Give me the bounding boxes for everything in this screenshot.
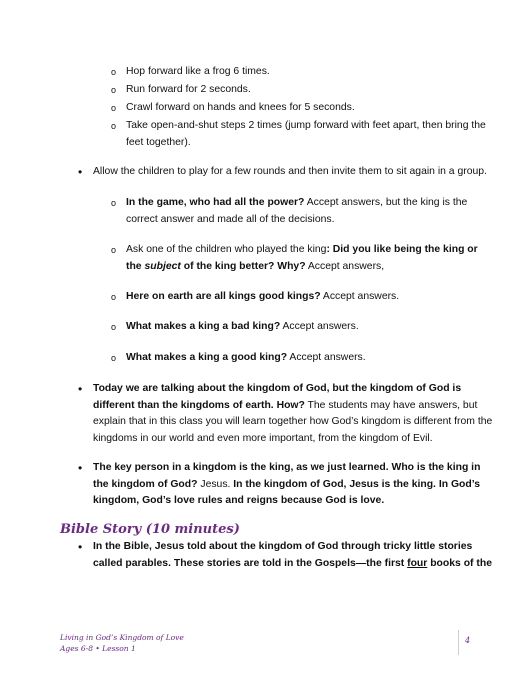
page-footer bbox=[60, 632, 184, 654]
bullet-item bbox=[78, 164, 498, 181]
bullet-icon: • bbox=[78, 540, 83, 554]
question-item bbox=[111, 319, 496, 336]
bullet-text: Allow the children to play for a few rounds and then invite them to sit again in a group. bbox=[93, 166, 487, 177]
sub-item bbox=[111, 82, 496, 99]
bullet-icon: • bbox=[78, 461, 83, 475]
question-text: What makes a king a bad king? Accept answers. bbox=[126, 321, 359, 332]
sub-item-text: Run forward for 2 seconds. bbox=[126, 84, 251, 95]
bullet-text: Today we are talking about the kingdom of God, but the kingdom of God is different than the kingdoms of earth. How? The students may have answers, but explain that in this class you will learn together how God’s kingdom is different from the kingdoms in our world and even more important, from the kingdom of Evil. bbox=[93, 383, 493, 444]
section-heading: Bible Story (10 minutes) bbox=[60, 522, 240, 537]
question-item bbox=[111, 195, 496, 228]
page-number: 4 bbox=[465, 636, 471, 645]
circle-bullet-icon: o bbox=[111, 245, 117, 255]
sub-item bbox=[111, 64, 496, 81]
sub-item-text: Take open-and-shut steps 2 times (jump forward with feet apart, then bring the feet together). bbox=[126, 120, 486, 148]
circle-bullet-icon: o bbox=[111, 198, 117, 208]
sub-item bbox=[111, 118, 496, 151]
circle-bullet-icon: o bbox=[111, 121, 117, 131]
bullet-icon: • bbox=[78, 382, 83, 396]
circle-bullet-icon: o bbox=[111, 353, 117, 363]
circle-bullet-icon: o bbox=[111, 67, 117, 77]
question-item bbox=[111, 350, 496, 367]
bullet-text: The key person in a kingdom is the king, as we just learned. Who is the king in the kingdom of God? Jesus. In the kingdom of God, Jesus is the king. In God’s kingdom, God’s love rules and reigns because God is love. bbox=[93, 462, 481, 506]
bullet-item bbox=[78, 381, 498, 447]
question-text: Here on earth are all kings good kings? Accept answers. bbox=[126, 291, 400, 302]
bullet-text: In the Bible, Jesus told about the kingdom of God through tricky little stories called parables. These stories are told in the Gospels—the first four books of the bbox=[93, 541, 492, 569]
question-item bbox=[111, 289, 496, 306]
circle-bullet-icon: o bbox=[111, 322, 117, 332]
bullet-icon: • bbox=[78, 165, 83, 179]
circle-bullet-icon: o bbox=[111, 85, 117, 95]
footer-title: Living in God’s Kingdom of Love bbox=[60, 633, 184, 642]
question-text: In the game, who had all the power? Accept answers, but the king is the correct answer and made all of the decisions. bbox=[126, 197, 468, 225]
bullet-item bbox=[78, 460, 498, 510]
sub-item-text: Hop forward like a frog 6 times. bbox=[126, 66, 270, 77]
circle-bullet-icon: o bbox=[111, 292, 117, 302]
question-text: Ask one of the children who played the king: Did you like being the king or the subject of the king better? Why? Accept answers, bbox=[126, 244, 478, 272]
question-item bbox=[111, 242, 496, 275]
footer-divider bbox=[458, 630, 459, 655]
sub-item bbox=[111, 100, 496, 117]
circle-bullet-icon: o bbox=[111, 103, 117, 113]
bullet-item bbox=[78, 539, 498, 572]
question-text: What makes a king a good king? Accept answers. bbox=[126, 352, 366, 363]
sub-item-text: Crawl forward on hands and knees for 5 seconds. bbox=[126, 102, 355, 113]
footer-subtitle: Ages 6-8 • Lesson 1 bbox=[60, 644, 136, 653]
